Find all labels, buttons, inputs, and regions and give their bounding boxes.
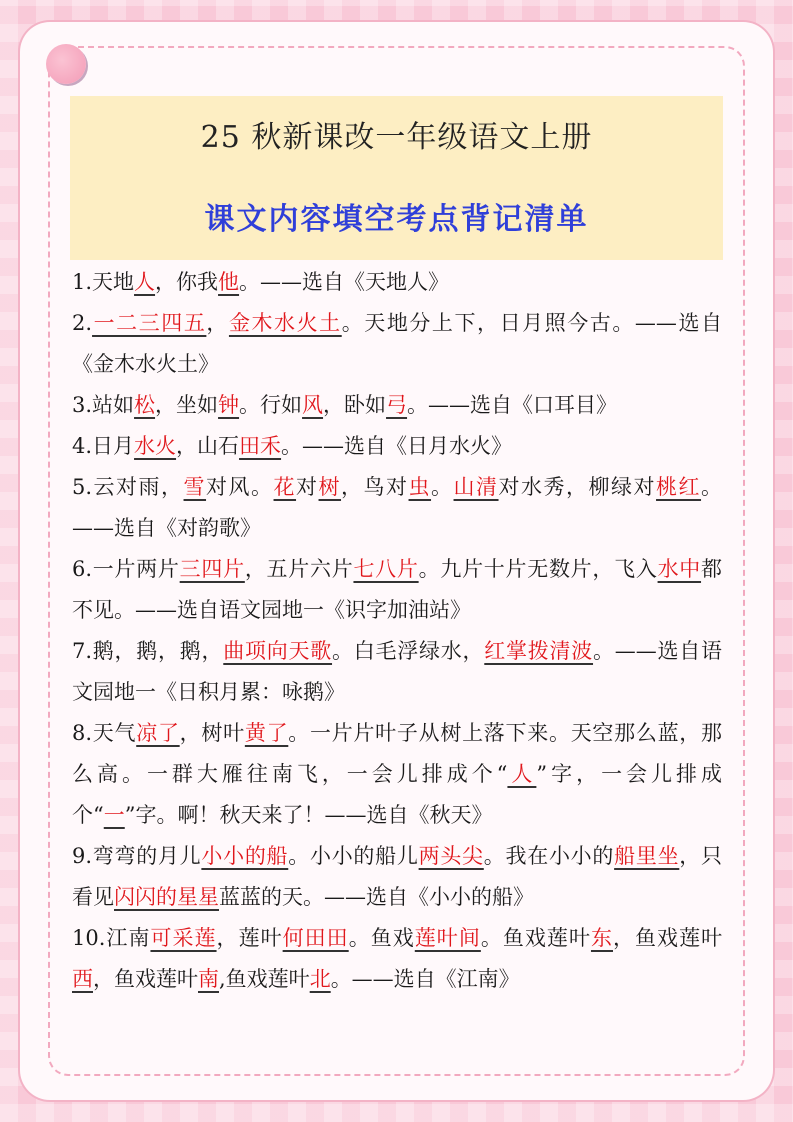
answer-text: 两头尖 (418, 844, 484, 868)
answer-text: 桃红 (656, 475, 702, 499)
list-item (72, 836, 722, 918)
item-text: 。——选自《对韵歌》 (72, 475, 723, 540)
answer-text: 小小的船 (201, 844, 289, 868)
item-text: 。天地分上下，日月照今古。——选自《金木水火土》 (72, 311, 723, 376)
item-text: ，鱼戏莲叶 (93, 967, 198, 991)
answer-text: 水中 (657, 557, 702, 581)
list-item (72, 549, 722, 631)
header-box (70, 96, 723, 260)
item-text: 。——选自《天地人》 (239, 270, 450, 294)
answer-text: 虫 (408, 475, 432, 499)
item-text: 6.一片两片 (72, 557, 180, 581)
item-text: 对 (296, 475, 319, 499)
answer-text: 一二三四五 (92, 311, 207, 335)
answer-text: 弓 (386, 393, 408, 417)
answer-text: 黄了 (244, 721, 289, 745)
fill-in-list (72, 262, 722, 1000)
item-text: 。鱼戏莲叶 (480, 926, 591, 950)
item-text: ，树叶 (179, 721, 245, 745)
decorative-circle (46, 44, 86, 84)
list-item (72, 631, 722, 713)
answer-text: 树 (318, 475, 342, 499)
list-item (72, 303, 722, 385)
list-item (72, 467, 722, 549)
item-text: 。——选自《江南》 (330, 967, 520, 991)
answer-text: 雪 (183, 475, 207, 499)
answer-text: 金木水火土 (228, 311, 342, 335)
answer-text: 东 (590, 926, 613, 950)
item-text: ，山石 (176, 434, 240, 458)
list-item (72, 385, 722, 426)
answer-text: 花 (273, 475, 297, 499)
item-text: ，鸟对 (341, 475, 409, 499)
item-text: 都不见。——选自语文园地一《识字加油站》 (72, 557, 723, 622)
item-text: 5.云对雨， (72, 475, 184, 499)
answer-text: 北 (309, 967, 331, 991)
page-title: 25 秋新课改一年级语文上册 (200, 120, 593, 155)
answer-text: 一 (103, 803, 125, 827)
list-item (72, 918, 722, 1000)
answer-text: 人 (134, 270, 156, 294)
answer-text: 船里坐 (614, 844, 680, 868)
answer-text: 闪闪的星星 (114, 885, 219, 909)
answer-text: 七八片 (353, 557, 419, 581)
item-text: 。——选自语文园地一《日积月累：咏鹅》 (72, 639, 723, 704)
answer-text: 西 (72, 967, 93, 991)
answer-text: 南 (198, 967, 219, 991)
answer-text: 田禾 (239, 434, 282, 458)
item-text: ,鱼戏莲叶 (219, 967, 310, 991)
item-text: ，五片六片 (244, 557, 354, 581)
page-subtitle: 课文内容填空考点背记清单 (204, 202, 589, 237)
list-item (72, 426, 722, 467)
item-text: 。白毛浮绿水， (332, 639, 485, 663)
item-text: 对风。 (206, 475, 274, 499)
item-text: 。——选自《日月水火》 (281, 434, 513, 458)
list-item (72, 262, 722, 303)
item-text: 。我在小小的 (483, 844, 615, 868)
item-text: ，你我 (155, 270, 219, 294)
item-text: 。行如 (239, 393, 303, 417)
item-text: ，鱼戏莲叶 (613, 926, 723, 950)
item-text: ”字。啊！秋天来了！——选自《秋天》 (124, 803, 493, 827)
item-text: 。九片十片无数片，飞入 (418, 557, 658, 581)
answer-text: 何田田 (282, 926, 349, 950)
answer-text: 松 (134, 393, 156, 417)
item-text: 对水秀，柳绿对 (498, 475, 657, 499)
answer-text: 红掌拨清波 (484, 639, 594, 663)
answer-text: 山清 (453, 475, 499, 499)
answer-text: 他 (218, 270, 240, 294)
item-text: 1.天地 (72, 270, 135, 294)
answer-text: 风 (302, 393, 324, 417)
item-text: 8.天气 (72, 721, 137, 745)
item-text: 。鱼戏 (348, 926, 415, 950)
item-text: ”字，一会儿排成个“ (72, 762, 722, 827)
answer-text: 水火 (134, 434, 177, 458)
item-text: ， (206, 311, 229, 335)
item-text: ，只看见 (72, 844, 723, 909)
item-text: 蓝蓝的天。——选自《小小的船》 (219, 885, 534, 909)
item-text: ，坐如 (155, 393, 219, 417)
item-text: 9.弯弯的月儿 (72, 844, 202, 868)
item-text: 2. (72, 311, 93, 335)
item-text: 。 (431, 475, 454, 499)
answer-text: 三四片 (179, 557, 245, 581)
list-item (72, 713, 722, 836)
answer-text: 钟 (218, 393, 240, 417)
item-text: ，卧如 (323, 393, 387, 417)
answer-text: 人 (507, 762, 537, 786)
item-text: 10.江南 (72, 926, 151, 950)
item-text: ，莲叶 (216, 926, 283, 950)
answer-text: 莲叶间 (414, 926, 481, 950)
answer-text: 曲项向天歌 (223, 639, 333, 663)
item-text: 7.鹅，鹅，鹅， (72, 639, 224, 663)
item-text: 3.站如 (72, 393, 135, 417)
item-text: 。——选自《口耳目》 (407, 393, 618, 417)
answer-text: 凉了 (136, 721, 180, 745)
item-text: 。小小的船儿 (288, 844, 419, 868)
item-text: 4.日月 (72, 434, 135, 458)
item-text: 。一片片叶子从树上落下来。天空那么蓝，那么高。一群大雁往南飞，一会儿排成个“ (72, 721, 723, 786)
answer-text: 可采莲 (150, 926, 217, 950)
